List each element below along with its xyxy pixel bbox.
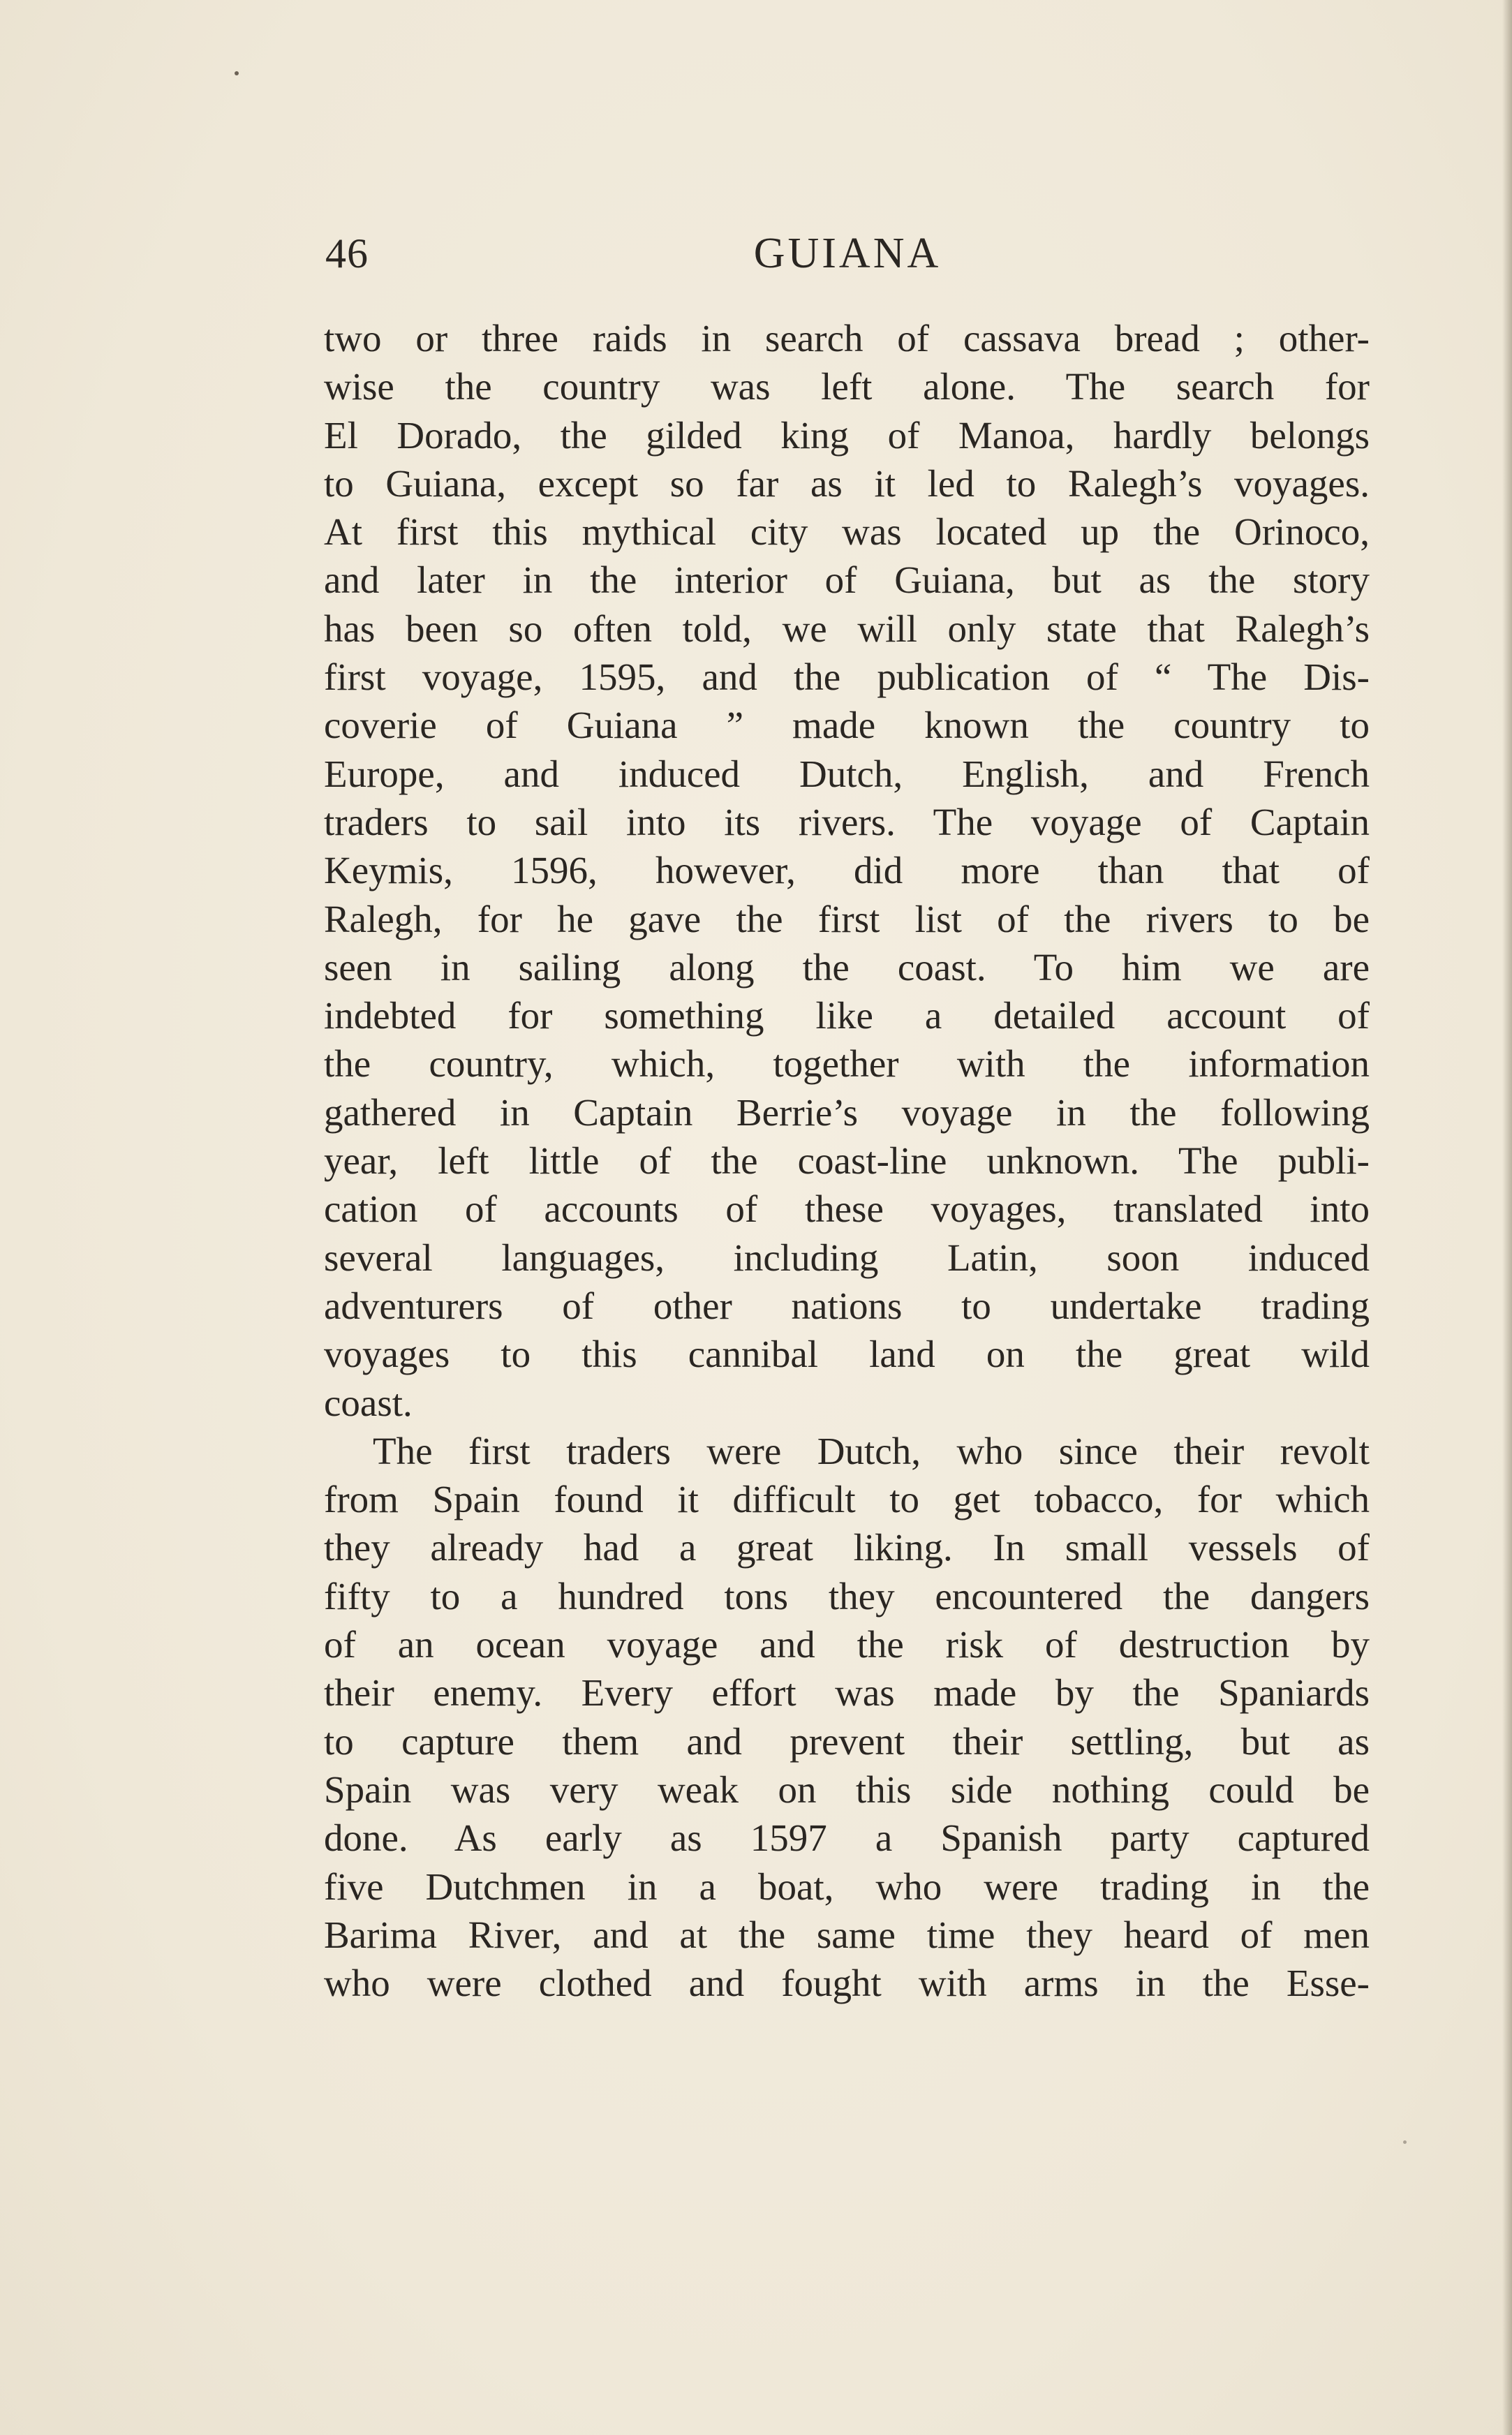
text-line: voyages to this cannibal land on the great wild (324, 1333, 1370, 1376)
text-line: adventurers of other nations to undertake trading (324, 1284, 1370, 1327)
text-line: El Dorado, the gilded king of Manoa, hardly belongs (324, 413, 1370, 457)
paper-speck (1403, 2140, 1407, 2144)
text-line: has been so often told, we will only state that Ralegh’s (324, 607, 1370, 650)
text-line: first voyage, 1595, and the publication of “ The Dis- (324, 656, 1370, 699)
page-edge-shadow (1502, 0, 1512, 2435)
text-line: done. As early as 1597 a Spanish party captured (324, 1816, 1370, 1860)
text-line: five Dutchmen in a boat, who were trading in the (324, 1865, 1370, 1908)
text-line: several languages, including Latin, soon induced (324, 1236, 1370, 1279)
text-line: At first this mythical city was located up the Orinoco, (324, 510, 1370, 554)
text-line: of an ocean voyage and the risk of destruction by (324, 1623, 1370, 1666)
text-line: to Guiana, except so far as it led to Ralegh’s voyages. (324, 461, 1370, 505)
page-number: 46 (325, 230, 369, 276)
text-line: traders to sail into its rivers. The voyage of Captain (324, 800, 1370, 843)
body-text (324, 314, 1370, 2007)
text-line: indebted for something like a detailed account of (324, 994, 1370, 1037)
text-line: The first traders were Dutch, who since their revolt (373, 1429, 1370, 1472)
text-line: and later in the interior of Guiana, but as the story (324, 558, 1370, 602)
text-line: their enemy. Every effort was made by the Spaniards (324, 1671, 1370, 1715)
running-head: GUIANA (753, 230, 942, 277)
text-line: to capture them and prevent their settling, but as (324, 1719, 1370, 1763)
text-line: Europe, and induced Dutch, English, and French (324, 752, 1370, 795)
text-line: seen in sailing along the coast. To him we are (324, 945, 1370, 989)
text-line: Spain was very weak on this side nothing could be (324, 1768, 1370, 1811)
text-line: Keymis, 1596, however, did more than that of (324, 849, 1370, 892)
text-line: coverie of Guiana ” made known the country to (324, 704, 1370, 747)
text-line: cation of accounts of these voyages, translated into (324, 1187, 1370, 1231)
text-line: Barima River, and at the same time they heard of men (324, 1913, 1370, 1956)
text-line: they already had a great liking. In small vessels of (324, 1526, 1370, 1569)
paper-speck (235, 71, 239, 75)
text-line: the country, which, together with the information (324, 1042, 1370, 1086)
text-line: two or three raids in search of cassava bread ; other- (324, 317, 1370, 360)
text-line: who were clothed and fought with arms in the Esse- (324, 1962, 1370, 2005)
text-line: coast. (324, 1381, 413, 1424)
text-line: gathered in Captain Berrie’s voyage in the following (324, 1090, 1370, 1134)
text-line: wise the country was left alone. The search for (324, 365, 1370, 408)
page-header (325, 222, 1370, 285)
text-line: year, left little of the coast-line unknown. The publi- (324, 1139, 1370, 1183)
text-line: fifty to a hundred tons they encountered the dangers (324, 1574, 1370, 1618)
text-line: from Spain found it difficult to get tobacco, for which (324, 1478, 1370, 1521)
text-line: Ralegh, for he gave the first list of the rivers to be (324, 897, 1370, 940)
